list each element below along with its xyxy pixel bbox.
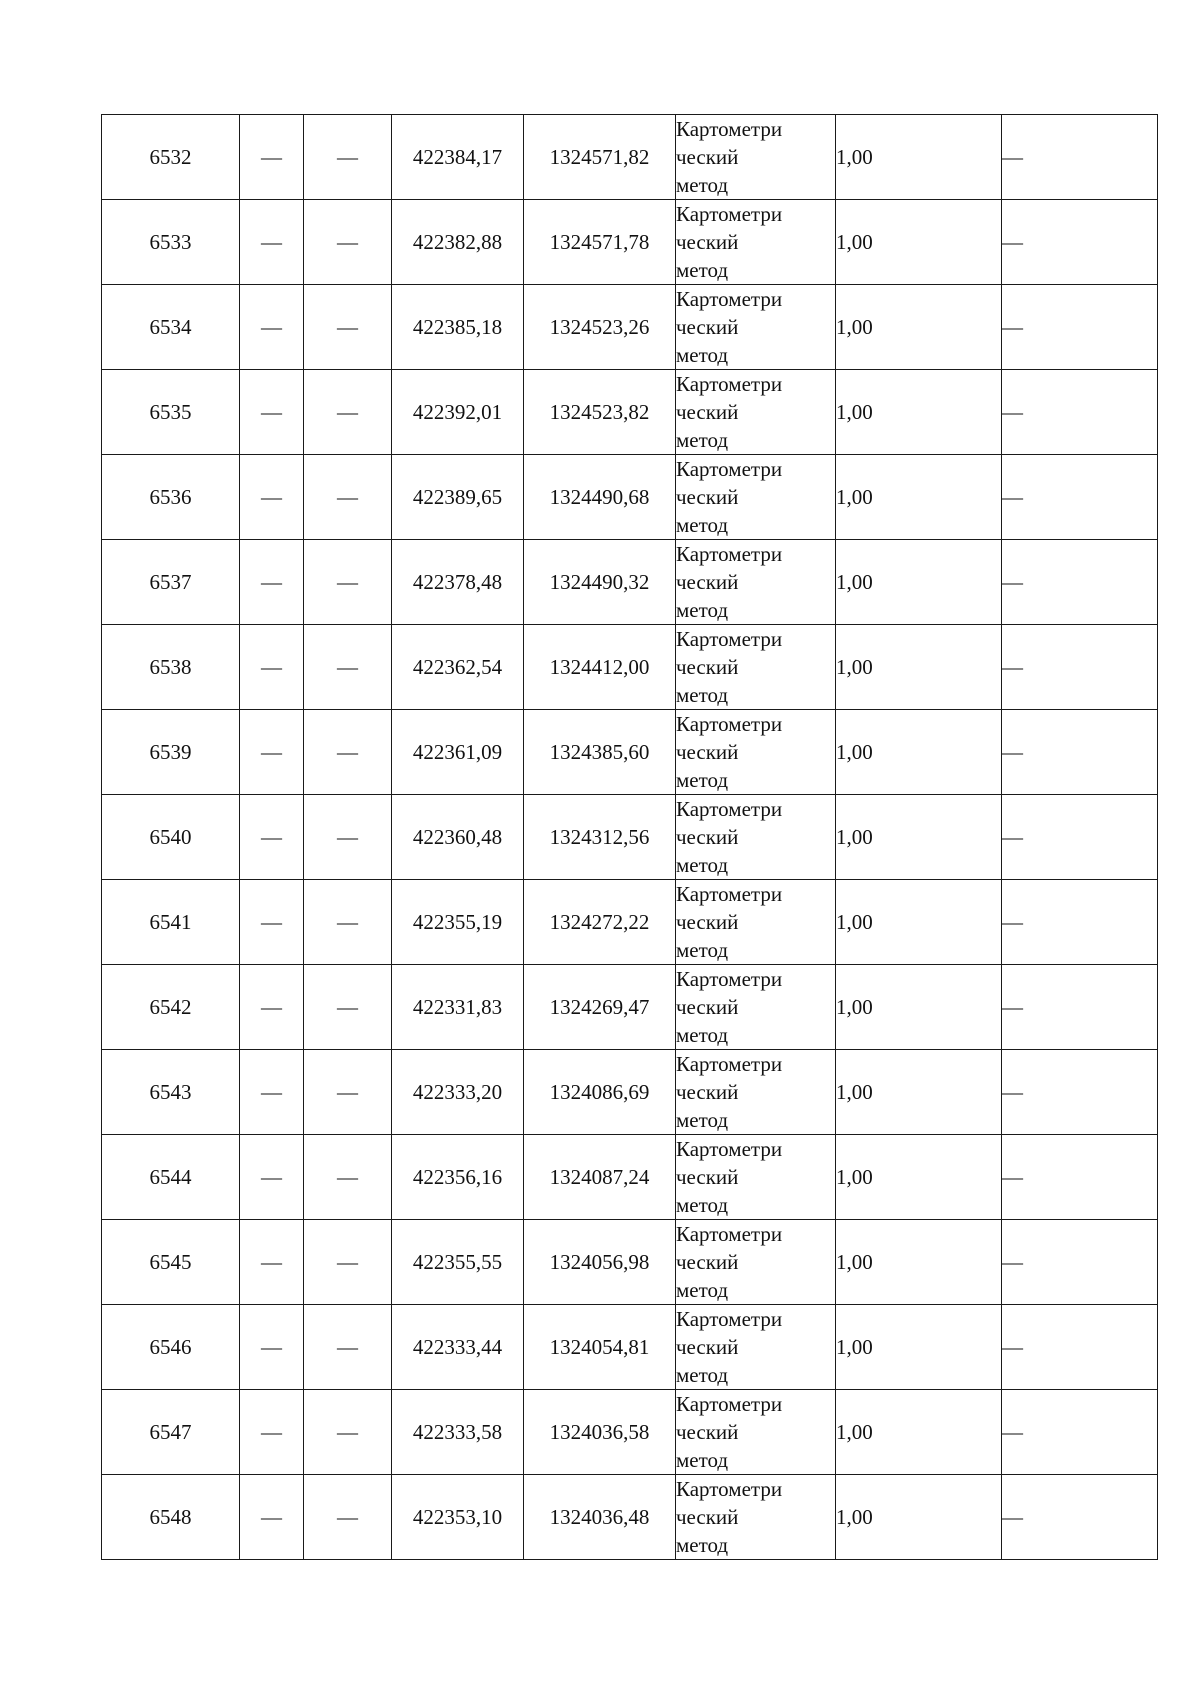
note-cell: — [1002, 625, 1158, 710]
y-coordinate-cell: 1324523,82 [524, 370, 676, 455]
accuracy-cell: 1,00 [836, 540, 1002, 625]
point-number-cell: 6536 [102, 455, 240, 540]
table-row [102, 710, 1158, 795]
note-cell: — [1002, 710, 1158, 795]
method-cell: Картометри ческий метод [676, 1390, 836, 1475]
x-coordinate-cell: 422384,17 [392, 115, 524, 200]
point-number-cell: 6544 [102, 1135, 240, 1220]
accuracy-cell: 1,00 [836, 1475, 1002, 1560]
table-body [102, 115, 1158, 1560]
empty-value-cell: — [304, 1135, 392, 1220]
method-cell: Картометри ческий метод [676, 1050, 836, 1135]
empty-value-cell: — [240, 965, 304, 1050]
empty-value-cell: — [304, 625, 392, 710]
note-cell: — [1002, 1390, 1158, 1475]
method-cell: Картометри ческий метод [676, 795, 836, 880]
empty-value-cell: — [240, 1475, 304, 1560]
x-coordinate-cell: 422331,83 [392, 965, 524, 1050]
empty-value-cell: — [304, 710, 392, 795]
empty-value-cell: — [240, 285, 304, 370]
x-coordinate-cell: 422333,58 [392, 1390, 524, 1475]
y-coordinate-cell: 1324571,78 [524, 200, 676, 285]
x-coordinate-cell: 422356,16 [392, 1135, 524, 1220]
empty-value-cell: — [240, 625, 304, 710]
empty-value-cell: — [240, 1390, 304, 1475]
note-cell: — [1002, 1050, 1158, 1135]
point-number-cell: 6538 [102, 625, 240, 710]
table-row [102, 965, 1158, 1050]
point-number-cell: 6539 [102, 710, 240, 795]
empty-value-cell: — [304, 1050, 392, 1135]
empty-value-cell: — [240, 370, 304, 455]
y-coordinate-cell: 1324087,24 [524, 1135, 676, 1220]
empty-value-cell: — [304, 1475, 392, 1560]
note-cell: — [1002, 1305, 1158, 1390]
note-cell: — [1002, 795, 1158, 880]
accuracy-cell: 1,00 [836, 1220, 1002, 1305]
empty-value-cell: — [240, 200, 304, 285]
point-number-cell: 6542 [102, 965, 240, 1050]
accuracy-cell: 1,00 [836, 1390, 1002, 1475]
x-coordinate-cell: 422355,19 [392, 880, 524, 965]
x-coordinate-cell: 422333,44 [392, 1305, 524, 1390]
empty-value-cell: — [304, 965, 392, 1050]
y-coordinate-cell: 1324412,00 [524, 625, 676, 710]
note-cell: — [1002, 540, 1158, 625]
method-cell: Картометри ческий метод [676, 625, 836, 710]
y-coordinate-cell: 1324571,82 [524, 115, 676, 200]
empty-value-cell: — [240, 1050, 304, 1135]
accuracy-cell: 1,00 [836, 455, 1002, 540]
point-number-cell: 6548 [102, 1475, 240, 1560]
y-coordinate-cell: 1324523,26 [524, 285, 676, 370]
point-number-cell: 6541 [102, 880, 240, 965]
note-cell: — [1002, 200, 1158, 285]
note-cell: — [1002, 1475, 1158, 1560]
method-cell: Картометри ческий метод [676, 370, 836, 455]
point-number-cell: 6545 [102, 1220, 240, 1305]
accuracy-cell: 1,00 [836, 625, 1002, 710]
empty-value-cell: — [304, 540, 392, 625]
accuracy-cell: 1,00 [836, 965, 1002, 1050]
x-coordinate-cell: 422385,18 [392, 285, 524, 370]
method-cell: Картометри ческий метод [676, 200, 836, 285]
x-coordinate-cell: 422378,48 [392, 540, 524, 625]
empty-value-cell: — [240, 795, 304, 880]
method-cell: Картометри ческий метод [676, 455, 836, 540]
method-cell: Картометри ческий метод [676, 1475, 836, 1560]
y-coordinate-cell: 1324312,56 [524, 795, 676, 880]
note-cell: — [1002, 455, 1158, 540]
method-cell: Картометри ческий метод [676, 965, 836, 1050]
empty-value-cell: — [240, 540, 304, 625]
point-number-cell: 6533 [102, 200, 240, 285]
point-number-cell: 6537 [102, 540, 240, 625]
note-cell: — [1002, 965, 1158, 1050]
table-row [102, 880, 1158, 965]
method-cell: Картометри ческий метод [676, 880, 836, 965]
table-row [102, 795, 1158, 880]
table-row [102, 1135, 1158, 1220]
empty-value-cell: — [240, 710, 304, 795]
table-row [102, 1390, 1158, 1475]
method-cell: Картометри ческий метод [676, 1220, 836, 1305]
table-row [102, 1220, 1158, 1305]
empty-value-cell: — [304, 1220, 392, 1305]
empty-value-cell: — [304, 115, 392, 200]
point-number-cell: 6543 [102, 1050, 240, 1135]
empty-value-cell: — [304, 1305, 392, 1390]
y-coordinate-cell: 1324056,98 [524, 1220, 676, 1305]
empty-value-cell: — [304, 285, 392, 370]
point-number-cell: 6534 [102, 285, 240, 370]
note-cell: — [1002, 1220, 1158, 1305]
method-cell: Картометри ческий метод [676, 540, 836, 625]
empty-value-cell: — [304, 1390, 392, 1475]
empty-value-cell: — [240, 1220, 304, 1305]
point-number-cell: 6540 [102, 795, 240, 880]
y-coordinate-cell: 1324036,48 [524, 1475, 676, 1560]
table-row [102, 370, 1158, 455]
table-row [102, 200, 1158, 285]
note-cell: — [1002, 115, 1158, 200]
y-coordinate-cell: 1324054,81 [524, 1305, 676, 1390]
x-coordinate-cell: 422355,55 [392, 1220, 524, 1305]
y-coordinate-cell: 1324272,22 [524, 880, 676, 965]
empty-value-cell: — [240, 880, 304, 965]
accuracy-cell: 1,00 [836, 1050, 1002, 1135]
point-number-cell: 6535 [102, 370, 240, 455]
table-row [102, 1475, 1158, 1560]
x-coordinate-cell: 422361,09 [392, 710, 524, 795]
note-cell: — [1002, 370, 1158, 455]
accuracy-cell: 1,00 [836, 880, 1002, 965]
accuracy-cell: 1,00 [836, 1135, 1002, 1220]
y-coordinate-cell: 1324086,69 [524, 1050, 676, 1135]
method-cell: Картометри ческий метод [676, 285, 836, 370]
accuracy-cell: 1,00 [836, 370, 1002, 455]
table-row [102, 540, 1158, 625]
x-coordinate-cell: 422360,48 [392, 795, 524, 880]
empty-value-cell: — [240, 455, 304, 540]
x-coordinate-cell: 422333,20 [392, 1050, 524, 1135]
y-coordinate-cell: 1324490,68 [524, 455, 676, 540]
empty-value-cell: — [240, 1135, 304, 1220]
method-cell: Картометри ческий метод [676, 1135, 836, 1220]
table-row [102, 115, 1158, 200]
point-number-cell: 6546 [102, 1305, 240, 1390]
note-cell: — [1002, 880, 1158, 965]
x-coordinate-cell: 422353,10 [392, 1475, 524, 1560]
method-cell: Картометри ческий метод [676, 710, 836, 795]
method-cell: Картометри ческий метод [676, 1305, 836, 1390]
x-coordinate-cell: 422382,88 [392, 200, 524, 285]
accuracy-cell: 1,00 [836, 795, 1002, 880]
table-row [102, 455, 1158, 540]
accuracy-cell: 1,00 [836, 115, 1002, 200]
x-coordinate-cell: 422392,01 [392, 370, 524, 455]
point-number-cell: 6547 [102, 1390, 240, 1475]
point-number-cell: 6532 [102, 115, 240, 200]
note-cell: — [1002, 1135, 1158, 1220]
coordinates-table [101, 114, 1158, 1560]
accuracy-cell: 1,00 [836, 710, 1002, 795]
empty-value-cell: — [240, 1305, 304, 1390]
y-coordinate-cell: 1324385,60 [524, 710, 676, 795]
accuracy-cell: 1,00 [836, 1305, 1002, 1390]
empty-value-cell: — [304, 370, 392, 455]
empty-value-cell: — [304, 455, 392, 540]
empty-value-cell: — [240, 115, 304, 200]
y-coordinate-cell: 1324036,58 [524, 1390, 676, 1475]
y-coordinate-cell: 1324269,47 [524, 965, 676, 1050]
y-coordinate-cell: 1324490,32 [524, 540, 676, 625]
note-cell: — [1002, 285, 1158, 370]
empty-value-cell: — [304, 795, 392, 880]
x-coordinate-cell: 422362,54 [392, 625, 524, 710]
empty-value-cell: — [304, 880, 392, 965]
table-row [102, 625, 1158, 710]
table-row [102, 1305, 1158, 1390]
table-row [102, 1050, 1158, 1135]
empty-value-cell: — [304, 200, 392, 285]
method-cell: Картометри ческий метод [676, 115, 836, 200]
x-coordinate-cell: 422389,65 [392, 455, 524, 540]
accuracy-cell: 1,00 [836, 285, 1002, 370]
table-row [102, 285, 1158, 370]
accuracy-cell: 1,00 [836, 200, 1002, 285]
